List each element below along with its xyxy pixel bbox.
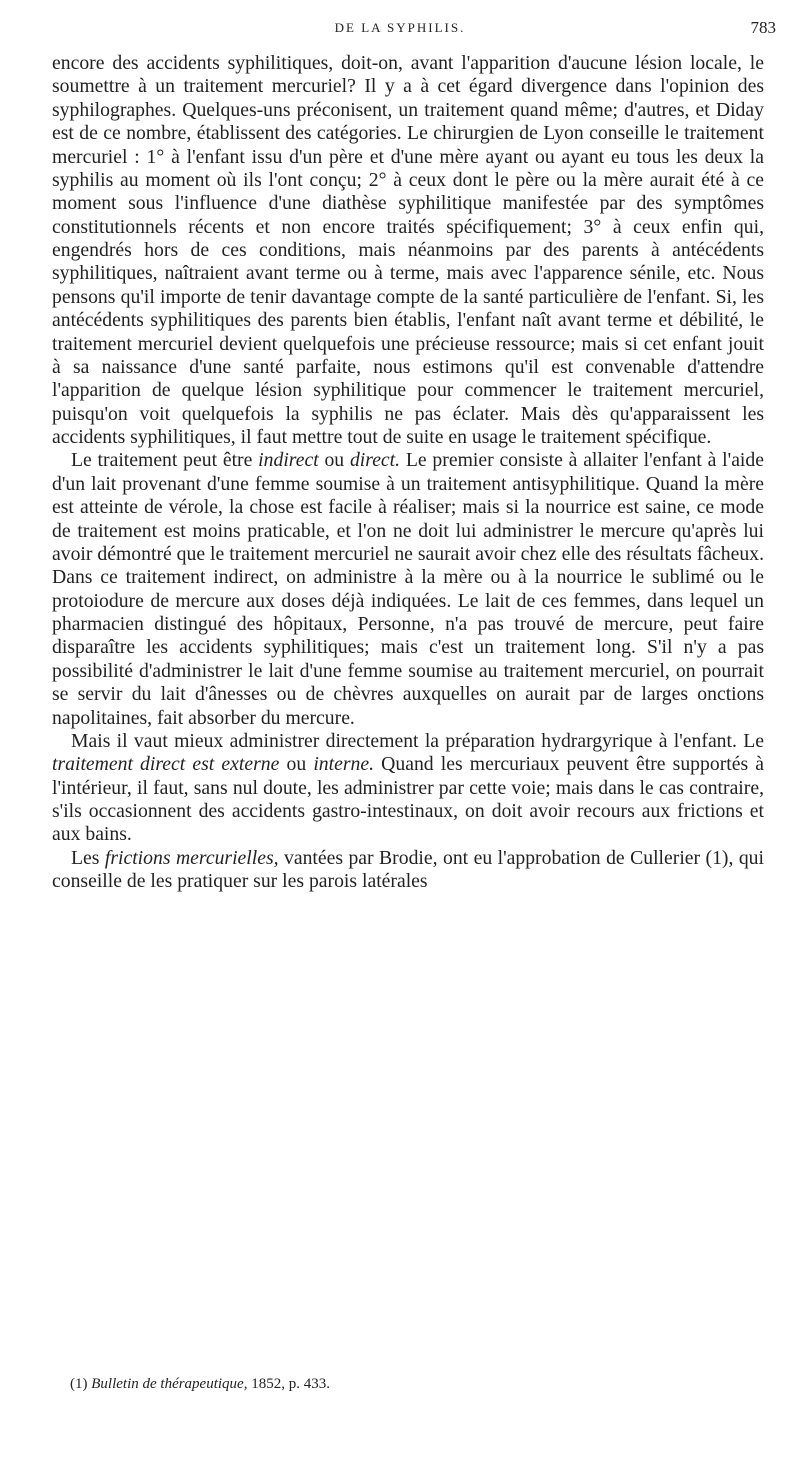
footnote xyxy=(70,1374,764,1394)
paragraph-1 xyxy=(52,52,764,449)
paragraph-2-text-b: ou xyxy=(318,449,350,472)
paragraph-3-italic-interne: interne. xyxy=(313,753,374,776)
paragraph-1-text: encore des accidents syphilitiques, doit-on, avant l'apparition d'aucune lésion locale, le soumettre à un traitement mercuriel? Il y a à cet égard divergence dans l'opinion des syphilographes. Quelques-uns préconisent, un traitement quand même; d'autres, et Diday est de ce nombre, établissent des catégories. Le chirurgien de Lyon conseille le traitement mercuriel : 1° à l'enfant issu d'un père et d'une mère ayant ou ayant eu tous les deux la syphilis au moment où ils l'ont conçu; 2° à ceux dont le père ou la mère aurait été à ce moment sous l'influence d'une diathèse syphilitique manifestée par des symptômes constitutionnels récents et non encore traités spécifiquement; 3° à ceux enfin qui, engendrés hors de ces conditions, mais néanmoins par des parents à antécédents syphilitiques, naîtraient avant terme ou à terme, mais avec l'apparence sénile, etc. Nous pensons qu'il importe de tenir davantage compte de la santé particulière de l'enfant. Si, les antécédents syphilitiques des parents bien établis, l'enfant naît avant terme et débilité, le traitement mercuriel devient quelquefois une précieuse ressource; mais si cet enfant jouit à sa naissance d'une santé parfaite, nous estimons qu'il est convenable d'attendre l'apparition de quelque lésion syphilitique pour commencer le traitement mercuriel, puisqu'on voit quelquefois la syphilis ne pas éclater. Mais dès qu'apparaissent les accidents syphilitiques, il faut mettre tout de suite en usage le traitement spécifique. xyxy=(52,52,764,448)
paragraph-3 xyxy=(52,730,764,847)
paragraph-3-italic-traitement-direct: traitement direct est externe xyxy=(52,753,280,776)
paragraph-3-text-b: ou xyxy=(279,753,314,776)
page-number: 783 xyxy=(750,18,776,37)
paragraph-3-text-c: Quand les mercuriaux peuvent être supportés à l'intérieur, il faut, sans nul doute, les administrer par cette voie; mais dans le cas contraire, s'ils occasionnent des accidents gastro-intestinaux, on doit avoir recours aux frictions et aux bains. xyxy=(52,753,764,846)
footnote-marker: (1) xyxy=(70,1376,92,1392)
footnote-source: Bulletin de thérapeutique, xyxy=(91,1376,248,1392)
paragraph-2-italic-indirect: indirect xyxy=(258,449,319,472)
running-title: DE LA SYPHILIS. xyxy=(334,20,466,35)
paragraph-2-italic-direct: direct. xyxy=(349,449,401,472)
paragraph-2-text-a: Le traitement peut être xyxy=(71,449,259,472)
paragraph-2 xyxy=(52,449,764,730)
paragraph-2-text-c: Le premier consiste à allaiter l'enfant à l'aide d'un lait provenant d'une femme soumise à un traitement antisyphilitique. Quand la mère est atteinte de vérole, la chose est facile à réaliser; mais si la nourrice est saine, ce mode de traitement est moins praticable, et l'on ne doit lui administrer le mercure qu'après lui avoir démontré que le traitement mercuriel ne saurait avoir chez elle des résultats fâcheux. Dans ce traitement indirect, on administre à la mère ou à la nourrice le sublimé ou le protoiodure de mercure aux doses déjà indiquées. Le lait de ces femmes, dans lequel un pharmacien distingué des hôpitaux, Personne, n'a pas trouvé de mercure, peut faire disparaître les accidents syphilitiques; mais c'est un traitement long. S'il n'y a pas possibilité d'administrer le lait d'une femme soumise au traitement mercuriel, on pourrait se servir du lait d'ânesses ou de chèvres auxquelles on aurait par de larges onctions napolitaines, fait absorber du mercure. xyxy=(52,449,764,729)
paragraph-4-text-a: Les xyxy=(71,846,105,869)
paragraph-4-text-b: vantées par Brodie, ont eu l'approbation de Cullerier (1), qui conseille de les pratiquer sur les parois latérales xyxy=(52,846,764,893)
footnote-details: 1852, p. 433. xyxy=(247,1376,330,1392)
body-text xyxy=(52,52,764,894)
paragraph-3-text-a: Mais il vaut mieux administrer directement la préparation hydrargyrique à l'enfant. Le xyxy=(71,729,764,752)
running-head xyxy=(0,20,800,42)
paragraph-4 xyxy=(52,847,764,894)
paragraph-4-italic-frictions: frictions mercurielles, xyxy=(104,846,279,869)
